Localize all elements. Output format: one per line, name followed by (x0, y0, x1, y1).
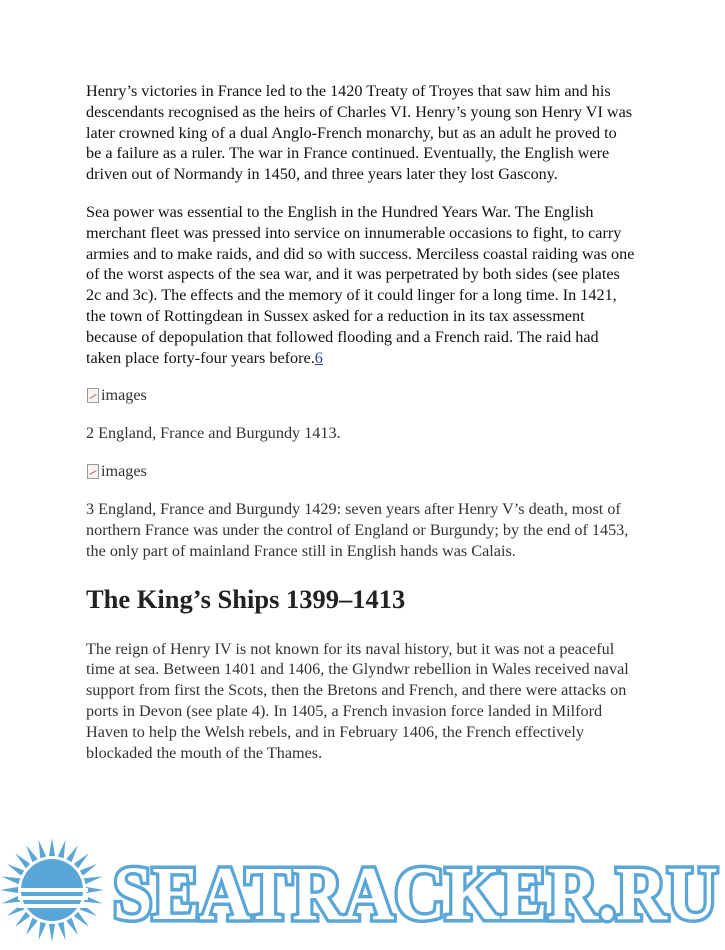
watermark-text: SEATRACKER.RU (113, 855, 718, 935)
footnote-link[interactable]: 6 (314, 348, 323, 367)
paragraph-treaty-of-troyes: Henry’s victories in France led to the 1420 Treaty of Troyes that saw him and his descendants recognised as the heirs of Charles VI. Henry’s young son Henry VI was later crowned king of a dual Anglo-French monarchy, but as an adult he proved to be a failure as a ruler. The war in France continued. Eventually, the English were driven out of Normandy in 1450, and three years later they lost Gascony. (86, 82, 633, 184)
watermark-text-logo (113, 855, 725, 935)
page-content (86, 81, 636, 780)
sun-logo-icon (0, 838, 120, 945)
paragraph-sea-power-text: Sea power was essential to the English in the Hundred Years War. The English merchant fleet was pressed into service on innumerable occasions to fight, to carry armies and to make raids, and did so with success. Merciless coastal raiding was one of the worst aspects of the sea war, and it was perpetrated by both sides (see plates 2c and 3c). The effects and the memory of it could linger for a long time. In 1421, the town of Rottingdean in Sussex asked for a reduction in its tax assessment because of depopulation that followed flooding and a French raid. The raid had taken place forty-four years before. (86, 202, 635, 367)
figure-2-caption: 2 England, France and Burgundy 1413. (86, 424, 341, 443)
figure-3-image (86, 461, 636, 481)
figure-3-caption: 3 England, France and Burgundy 1429: seven years after Henry V’s death, most of northern France was under the control of England or Burgundy; by the end of 1453, the only part of mainland France still in English hands was Calais. (86, 500, 629, 560)
figure-3-alt-text: images (101, 461, 147, 480)
figure-2-alt-text: images (101, 385, 147, 404)
body-text-dark (86, 81, 636, 368)
paragraph-henry-iv: The reign of Henry IV is not known for its naval history, but it was not a peaceful time at sea. Between 1401 and 1406, the Glyndwr rebellion in Wales received naval support from first the Scots, then the Bretons and French, and there were attacks on ports in Devon (see plate 4). In 1405, a French invasion force landed in Milford Haven to help the Welsh rebels, and in February 1406, the French effectively blockaded the mouth of the Thames. (86, 639, 629, 762)
section-heading: The King’s Ships 1399–1413 (86, 583, 406, 614)
broken-image-icon (86, 463, 100, 479)
paragraph-sea-power (86, 202, 636, 368)
figure-2-image (86, 385, 636, 405)
broken-image-icon (86, 387, 100, 403)
